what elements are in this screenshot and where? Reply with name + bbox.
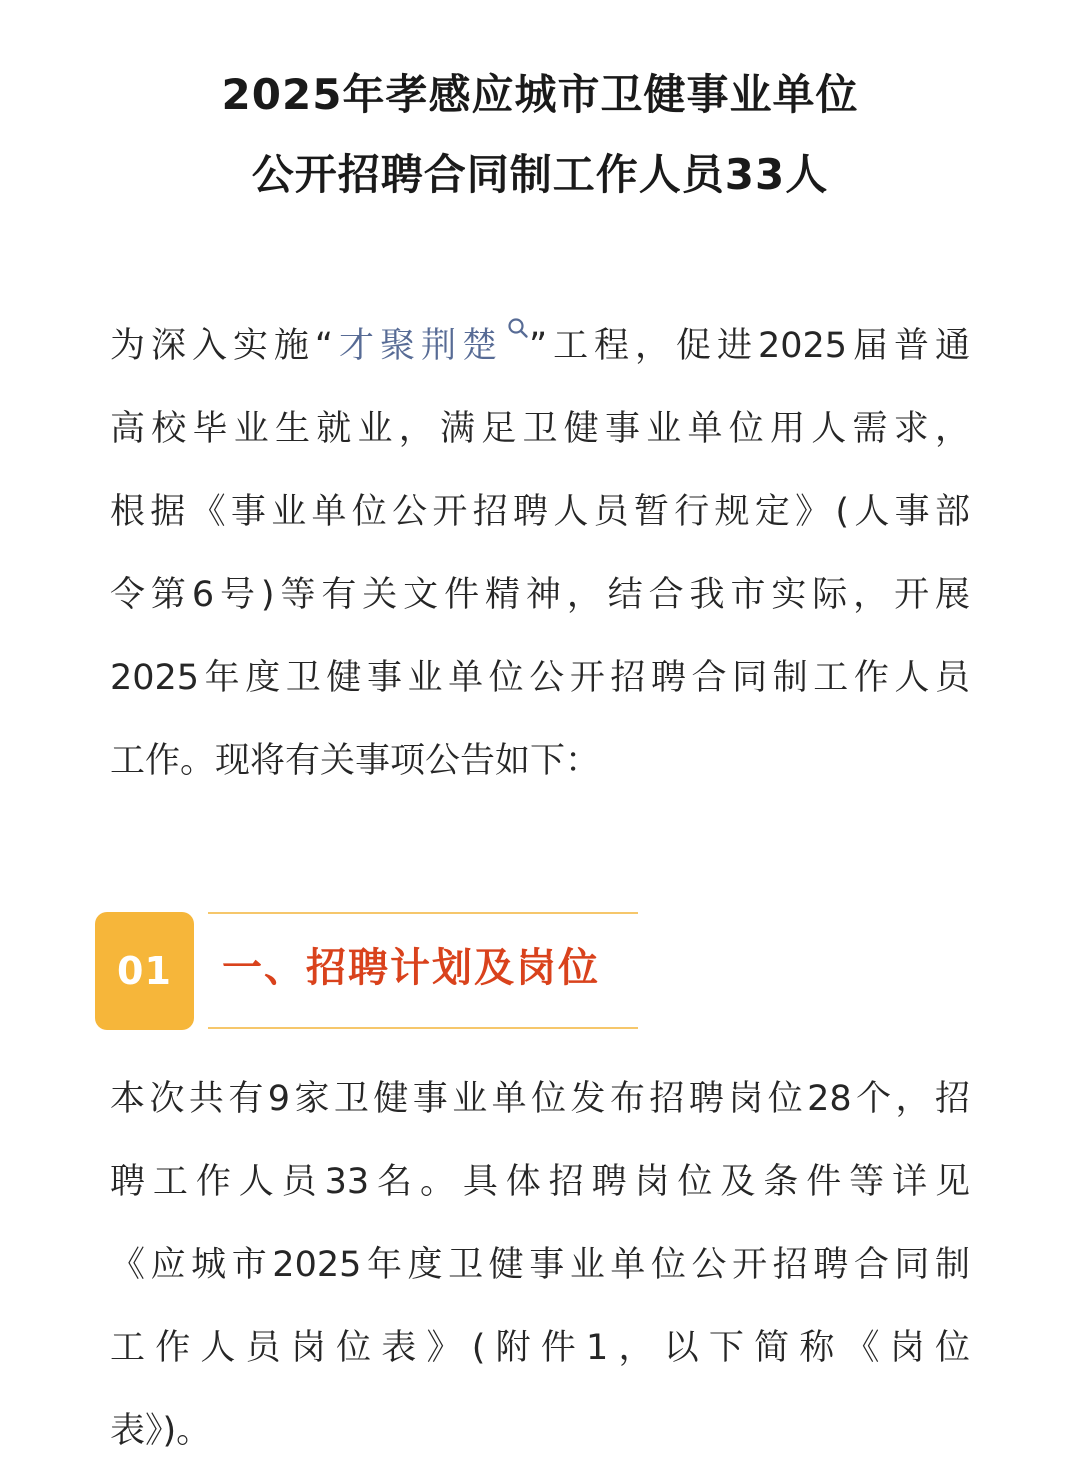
search-icon[interactable] xyxy=(507,317,529,339)
intro-line-1 xyxy=(110,305,970,388)
intro-line-6: 工作。现将有关事项公告如下： xyxy=(110,741,601,781)
article-title-line-2: 公开招聘合同制工作人员33人 xyxy=(251,150,829,199)
intro-paragraph xyxy=(110,305,970,803)
section-heading: 一、招聘计划及岗位 xyxy=(222,945,600,991)
body-line-2: 聘工作人员33名。具体招聘岗位及条件等详见 xyxy=(110,1162,970,1202)
body-line-1: 本次共有9家卫健事业单位发布招聘岗位28个，招 xyxy=(110,1079,970,1119)
intro-text-after-link: ”工程，促进2025届普通 xyxy=(528,326,970,366)
body-line-3: 《应城市2025年度卫健事业单位公开招聘合同制 xyxy=(110,1245,970,1285)
keyword-link-text[interactable]: 才聚荆楚 xyxy=(333,326,503,366)
section-number-badge: 01 xyxy=(95,912,194,1030)
intro-text-before-link: 为深入实施“ xyxy=(110,326,334,366)
section-divider-top xyxy=(208,912,638,914)
intro-line-2: 高校毕业生就业，满足卫健事业单位用人需求， xyxy=(110,409,970,449)
section-1-paragraph xyxy=(110,1058,970,1473)
intro-line-3: 根据《事业单位公开招聘人员暂行规定》(人事部 xyxy=(110,492,970,532)
article-title-line-1: 2025年孝感应城市卫健事业单位 xyxy=(221,70,859,119)
intro-line-4: 令第6号)等有关文件精神，结合我市实际，开展 xyxy=(110,575,970,615)
intro-line-5: 2025年度卫健事业单位公开招聘合同制工作人员 xyxy=(110,658,970,698)
body-line-4: 工作人员岗位表》(附件1，以下简称《岗位 xyxy=(110,1328,970,1368)
section-divider-bottom xyxy=(208,1027,638,1029)
body-line-5: 表》)。 xyxy=(110,1411,212,1451)
keyword-link-caijujingchu[interactable] xyxy=(333,326,529,366)
